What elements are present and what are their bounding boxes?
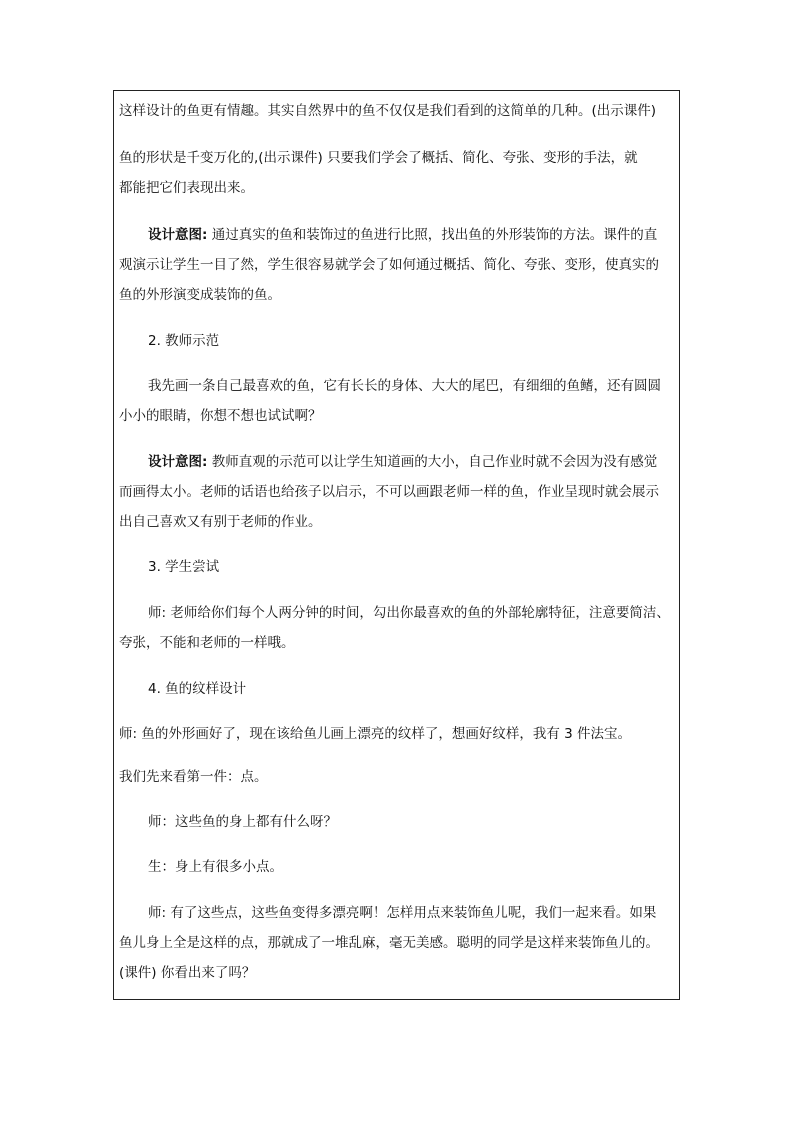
design-intent-label: 设计意图: (148, 227, 208, 243)
section-heading: 3. 学生尝试 (148, 559, 220, 575)
text-line: 师: 老师给你们每个人两分钟的时间，勾出你最喜欢的鱼的外部轮廓特征，注意要简洁、 (148, 605, 670, 621)
text-line: (课件) 你看出来了吗？ (119, 965, 256, 981)
text-line: 鱼的形状是千变万化的,(出示课件) 只要我们学会了概括、简化、夸张、变形的手法，就 (119, 150, 638, 166)
text-line: 我先画一条自己最喜欢的鱼，它有长长的身体、大大的尾巴，有细细的鱼鳍，还有圆圆 (148, 378, 661, 394)
section-heading: 4. 鱼的纹样设计 (148, 681, 247, 697)
text-line: 而画得太小。老师的话语也给孩子以启示，不可以画跟老师一样的鱼，作业呈现时就会展示 (119, 484, 659, 500)
text-line: 师: 鱼的外形画好了，现在该给鱼儿画上漂亮的纹样了，想画好纹样，我有 3 件法宝。 (119, 726, 632, 742)
text-line: 鱼的外形演变成装饰的鱼。 (119, 287, 281, 303)
text-line: 我们先来看第一件：点。 (119, 769, 268, 785)
text-line: 夸张，不能和老师的一样哦。 (119, 635, 295, 651)
text-line: 通过真实的鱼和装饰过的鱼进行比照，找出鱼的外形装饰的方法。课件的直 (207, 227, 658, 243)
text-line: 观演示让学生一目了然，学生很容易就学会了如何通过概括、简化、夸张、变形，使真实的 (119, 257, 659, 273)
text-line (148, 452, 675, 472)
text-line (148, 225, 675, 245)
design-intent-label: 设计意图: (148, 454, 208, 470)
text-line: 教师直观的示范可以让学生知道画的大小，自己作业时就不会因为没有感觉 (207, 454, 658, 470)
text-line: 生：身上有很多小点。 (148, 859, 283, 875)
text-line: 师：这些鱼的身上都有什么呀？ (148, 814, 337, 830)
text-line: 出自己喜欢又有别于老师的作业。 (119, 514, 322, 530)
text-line: 鱼儿身上全是这样的点，那就成了一堆乱麻，毫无美感。聪明的同学是这样来装饰鱼儿的。 (119, 935, 659, 951)
text-line: 师: 有了这些点，这些鱼变得多漂亮啊！怎样用点来装饰鱼儿呢，我们一起来看。如果 (148, 905, 657, 921)
section-heading: 2. 教师示范 (148, 333, 220, 349)
text-line: 这样设计的鱼更有情趣。其实自然界中的鱼不仅仅是我们看到的这简单的几种。(出示课件) (119, 103, 657, 119)
text-line: 小小的眼睛，你想不想也试试啊？ (119, 408, 322, 424)
text-line: 都能把它们表现出来。 (119, 180, 254, 196)
